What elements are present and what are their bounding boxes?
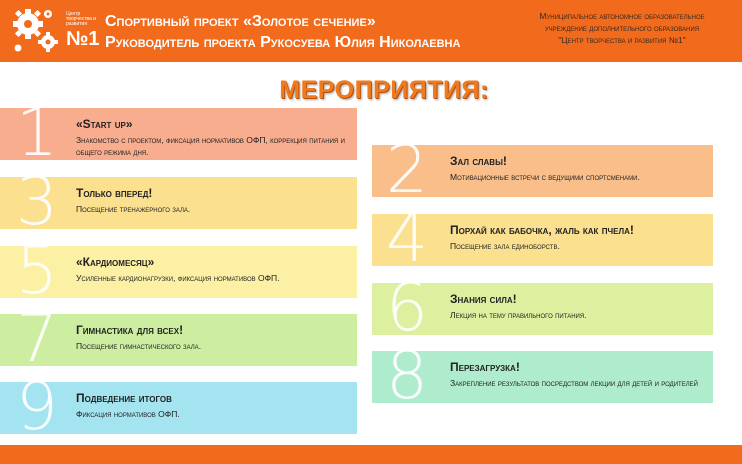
event-title: Подведение итогов (76, 391, 172, 405)
organization-line3: "Центр творчества и развития №1" (558, 35, 686, 45)
event-description: Посещение гимнастического зала. (76, 341, 202, 351)
event-title: Перезагрузка! (450, 360, 520, 374)
event-card-6 (372, 269, 713, 346)
header-bar (0, 0, 742, 62)
event-title: «Start up» (76, 117, 133, 131)
event-number: 3 (16, 163, 58, 240)
event-description: Знакомство с проектом, фиксация нормативов ОФП, коррекция питания и общего режима дня. (76, 135, 345, 157)
event-card-1 (0, 94, 357, 171)
event-description: Мотивационные встречи с ведущими спортсменами. (450, 172, 640, 182)
gears-logo-icon (8, 4, 66, 58)
event-description: Закрепление результатов посредством лекции для детей и родителей (450, 378, 698, 388)
footer-bar (0, 445, 742, 464)
event-card-8 (372, 337, 713, 414)
organization-line1: Муниципальное автономное образовательное (539, 11, 705, 21)
event-card-4 (372, 200, 713, 277)
event-number: 9 (16, 368, 58, 445)
organization-line2: учреждение дополнительного образования (544, 23, 700, 33)
project-title (105, 11, 460, 53)
event-card-7 (0, 300, 357, 377)
event-description: Фиксация нормативов ОФП. (76, 409, 180, 419)
project-title-line2: Руководитель проекта Рукосуева Юлия Николаевна (105, 34, 461, 51)
organization-name (512, 10, 732, 46)
logo (8, 4, 100, 58)
event-number: 1 (16, 94, 58, 171)
event-number: 7 (16, 300, 58, 377)
event-card-2 (372, 131, 713, 208)
event-title: Гимнастика для всех! (76, 323, 184, 337)
event-title: Зал славы! (450, 154, 507, 168)
event-number: 5 (16, 232, 58, 309)
event-description: Посещение тренажерного зала. (76, 204, 191, 214)
logo-caption: Центр творчества и развития (66, 11, 97, 27)
events-heading: МЕРОПРИЯТИЯ: (279, 76, 489, 104)
event-title: Порхай как бабочка, жаль как пчела! (450, 223, 634, 237)
event-description: Лекция на тему правильного питания. (450, 310, 587, 320)
event-title: Знания сила! (450, 292, 517, 306)
event-title: «Кардиомесяц» (76, 255, 155, 269)
event-title: Только вперед! (76, 186, 153, 200)
event-card-9 (0, 368, 357, 445)
event-number: 8 (386, 337, 428, 414)
event-card-3 (0, 163, 357, 240)
event-description: Посещение зала единоборств. (450, 241, 560, 251)
event-number: 2 (386, 131, 428, 208)
event-description: Усиленные кардионагрузки, фиксация нормативов ОФП. (76, 273, 280, 283)
event-number: 6 (386, 269, 428, 346)
event-number: 4 (386, 200, 428, 277)
event-card-5 (0, 232, 357, 309)
logo-number: №1 (66, 28, 100, 50)
project-title-line1: Спортивный проект «Золотое сечение» (105, 13, 376, 30)
